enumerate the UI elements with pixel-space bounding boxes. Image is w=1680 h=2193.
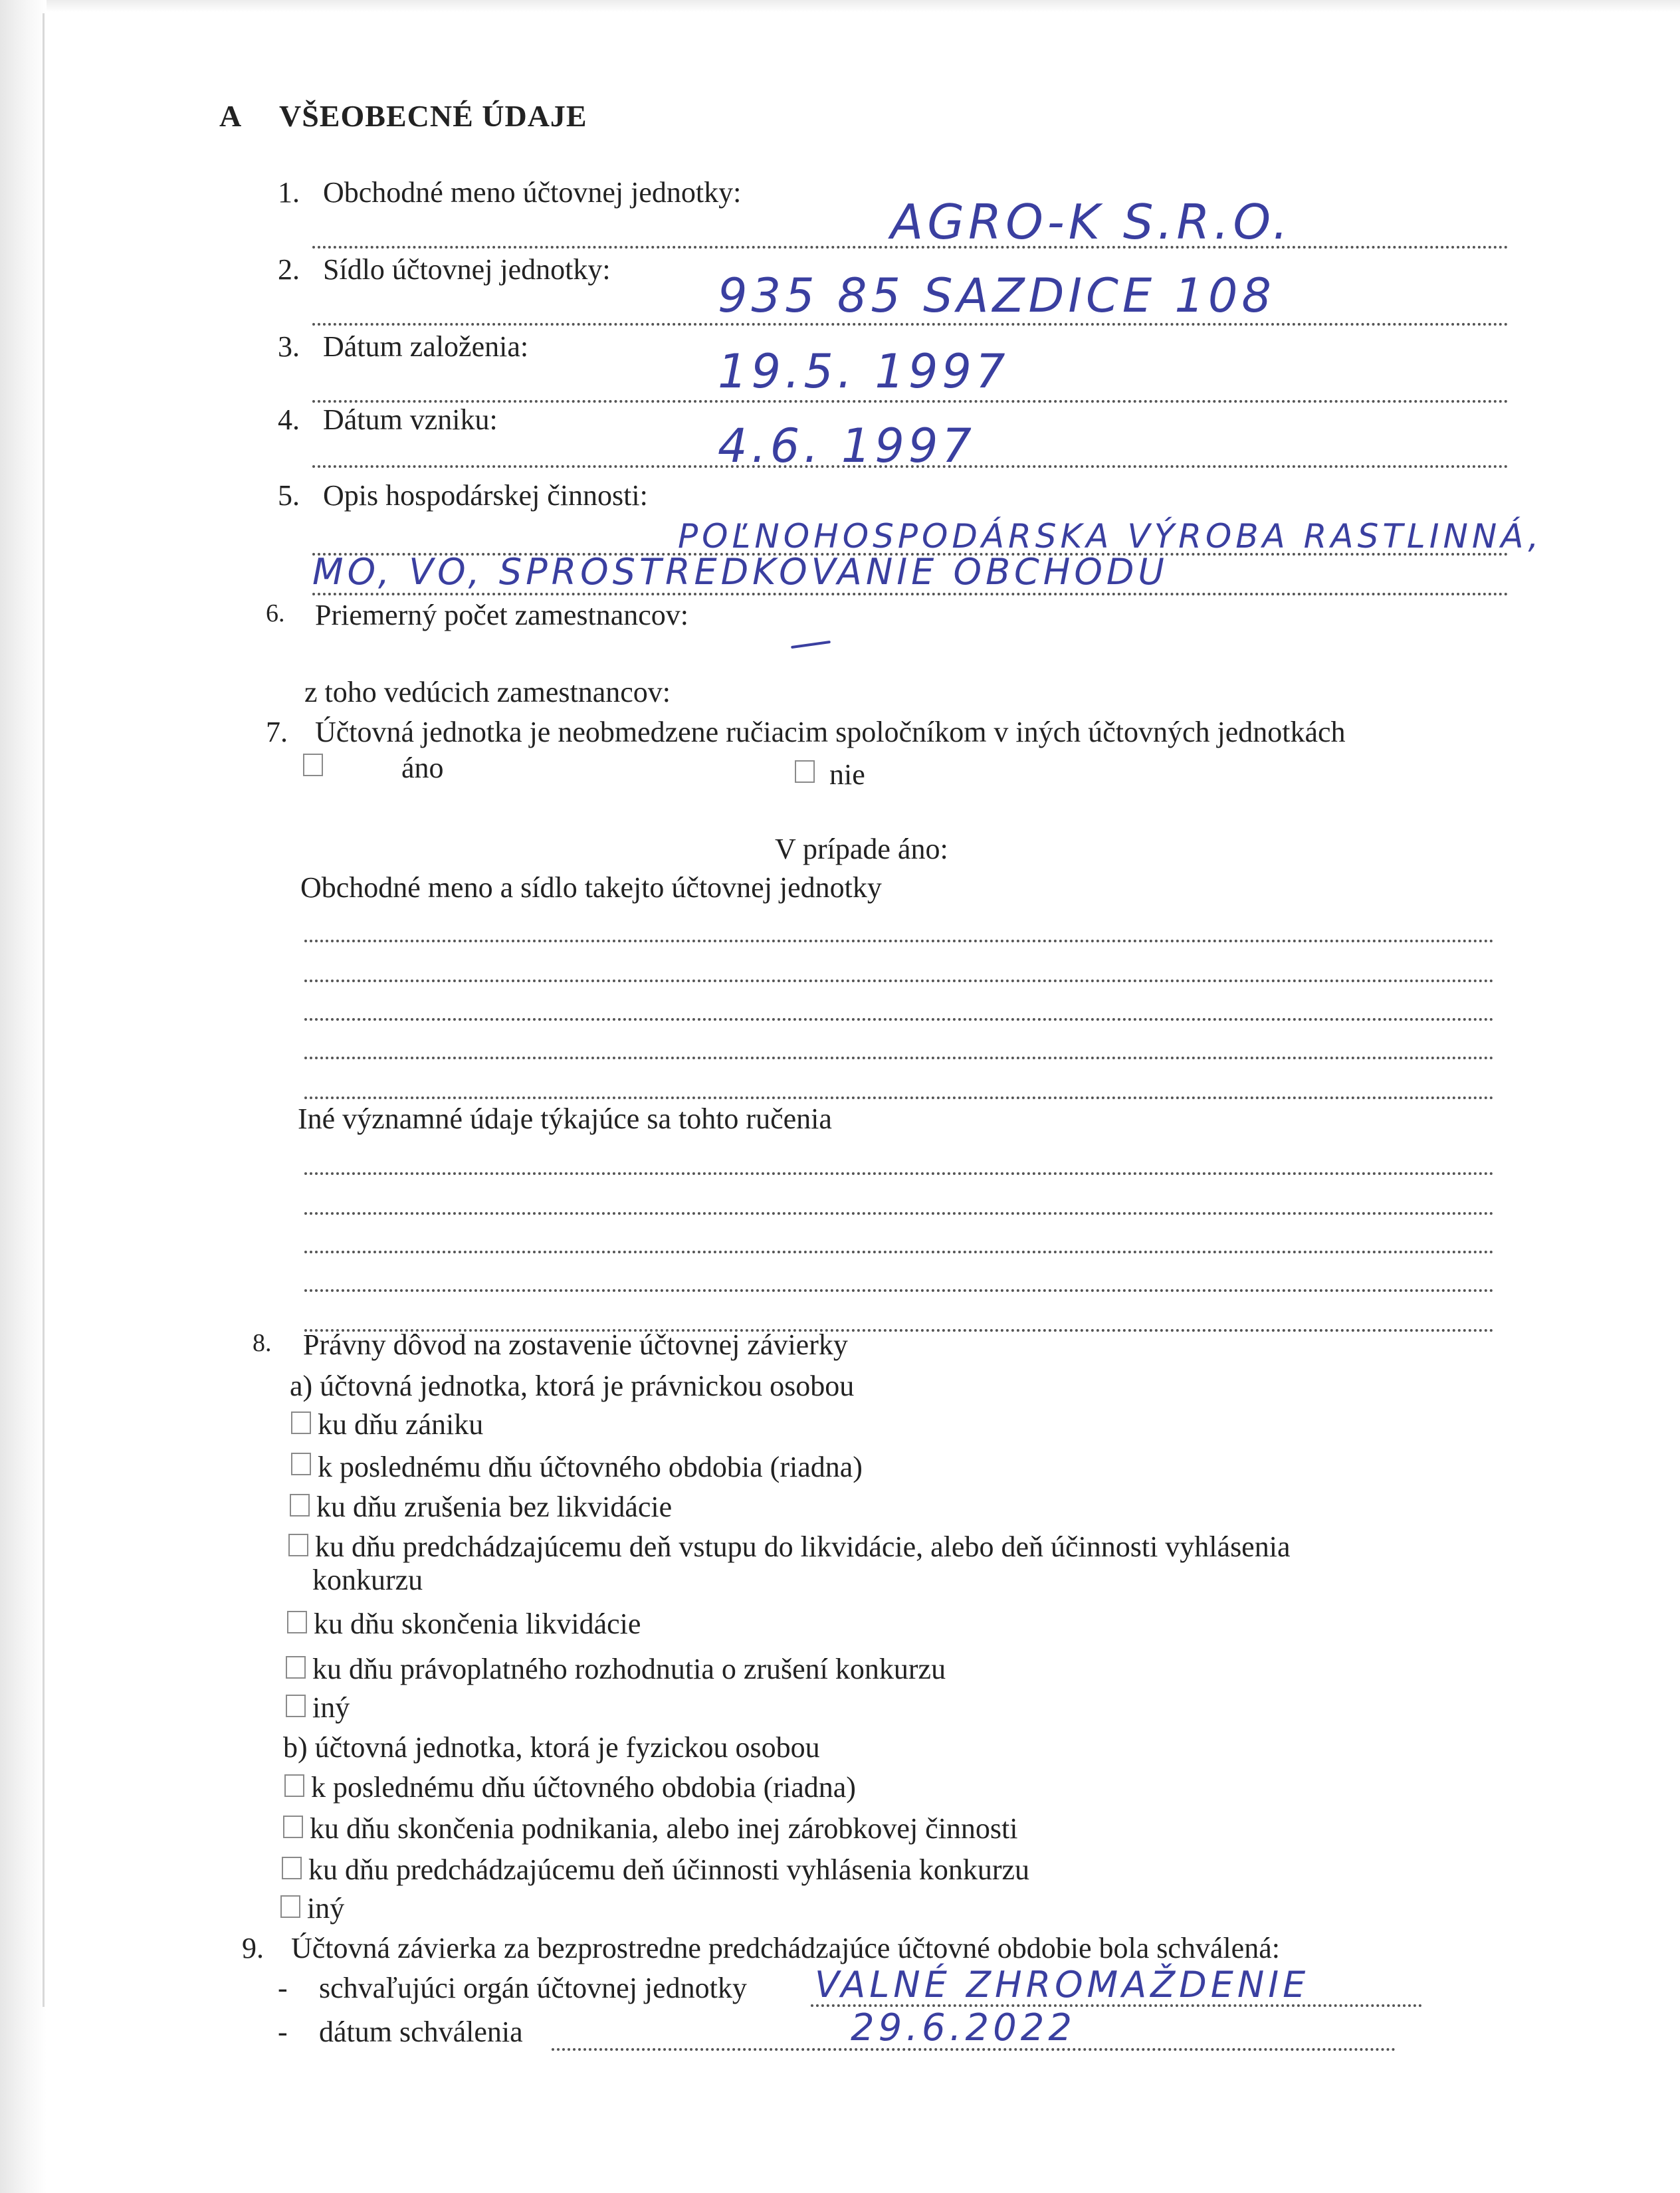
q9-date-label: dátum schválenia	[319, 2016, 523, 2048]
q7-other-line-4	[304, 1289, 1494, 1292]
field-3-line	[312, 400, 1509, 403]
q7-other-line-1	[304, 1172, 1494, 1175]
field-4-value: 4.6. 1997	[718, 419, 976, 473]
q7-other-label: Iné významné údaje týkajúce sa tohto ručenia	[298, 1102, 832, 1135]
field-5-label: Opis hospodárskej činnosti:	[323, 479, 648, 512]
employees-dash-mark	[791, 641, 831, 649]
q8-b-option-2-label: ku dňu skončenia podnikania, alebo inej zárobkovej činnosti	[310, 1812, 1018, 1845]
q8-a-option-4-checkbox[interactable]	[288, 1534, 308, 1556]
q8-b-option-1-label: k poslednému dňu účtovného obdobia (riadna)	[311, 1771, 856, 1804]
q8-a-label: a) účtovná jednotka, ktorá je právnickou osobou	[290, 1370, 855, 1402]
q8-a-option-7-checkbox[interactable]	[286, 1695, 306, 1717]
q9-organ-value: VALNÉ ZHROMAŽDENIE	[815, 1964, 1310, 2006]
q9-number: 9.	[242, 1932, 264, 1964]
field-1-value: AGRO-K S.R.O.	[891, 194, 1292, 250]
field-4-label: Dátum vzniku:	[323, 403, 498, 436]
q8-a-option-6-label: ku dňu právoplatného rozhodnutia o zrušení konkurzu	[312, 1653, 946, 1685]
q7-if-yes: V prípade áno:	[775, 833, 948, 865]
employees-sub-label: z toho vedúcich zamestnancov:	[304, 676, 671, 708]
field-1-line	[312, 246, 1509, 249]
field-2-line	[312, 323, 1509, 326]
scan-top-shadow	[0, 0, 1680, 12]
q8-a-option-2-label: k poslednému dňu účtovného obdobia (riadna)	[318, 1451, 863, 1483]
q7-label: Účtovná jednotka je neobmedzene ručiacim spoločníkom v iných účtovných jednotkách	[315, 716, 1346, 748]
q8-a-option-3-label: ku dňu zrušenia bez likvidácie	[316, 1491, 673, 1523]
field-4-line	[312, 465, 1509, 468]
q7-other-line-3	[304, 1251, 1494, 1253]
q8-b-option-4-checkbox[interactable]	[280, 1895, 300, 1918]
field-3-value: 19.5. 1997	[718, 344, 1009, 399]
q9-organ-bullet: -	[278, 1972, 288, 2004]
q8-a-option-2-checkbox[interactable]	[291, 1453, 311, 1475]
field-1-number: 1.	[278, 176, 300, 209]
q8-a-option-5-checkbox[interactable]	[287, 1611, 307, 1633]
q9-date-value: 29.6.2022	[851, 2006, 1077, 2049]
field-2-value: 935 85 SAZDICE 108	[718, 268, 1275, 323]
q7-yes-checkbox[interactable]	[303, 754, 323, 776]
field-2-number: 2.	[278, 253, 300, 286]
field-5-value-line2: MO, VO, SPROSTREDKOVANIE OBCHODU	[312, 551, 1168, 593]
field-5-value-line1: POĽNOHOSPODÁRSKA VÝROBA RASTLINNÁ,	[678, 517, 1543, 556]
q8-a-option-3-checkbox[interactable]	[290, 1494, 310, 1516]
q7-name-line-3	[304, 1018, 1494, 1021]
q7-name-line-4	[304, 1057, 1494, 1059]
q9-date-bullet: -	[278, 2016, 288, 2048]
q8-b-label: b) účtovná jednotka, ktorá je fyzickou osobou	[283, 1731, 820, 1764]
field-1-label: Obchodné meno účtovnej jednotky:	[323, 176, 742, 209]
q7-name-label: Obchodné meno a sídlo takejto účtovnej jednotky	[300, 871, 882, 904]
q7-number: 7.	[266, 716, 288, 748]
q7-name-line-5	[304, 1096, 1494, 1099]
q8-b-option-4-label: iný	[307, 1892, 345, 1925]
employees-label: Priemerný počet zamestnancov:	[315, 599, 689, 631]
field-4-number: 4.	[278, 403, 300, 436]
scan-left-edge	[0, 0, 47, 2193]
q8-b-option-2-checkbox[interactable]	[283, 1816, 303, 1838]
field-3-label: Dátum založenia:	[323, 330, 529, 363]
q8-a-option-4-continuation: konkurzu	[312, 1564, 423, 1596]
employees-number: 6.	[266, 599, 285, 627]
field-5-number: 5.	[278, 479, 300, 512]
q8-a-option-1-checkbox[interactable]	[291, 1411, 311, 1434]
q8-a-option-5-label: ku dňu skončenia likvidácie	[314, 1608, 641, 1640]
q7-no-label: nie	[829, 758, 865, 791]
section-title: VŠEOBECNÉ ÚDAJE	[279, 99, 587, 133]
section-letter: A	[219, 99, 243, 133]
q8-a-option-6-checkbox[interactable]	[286, 1656, 306, 1679]
q8-a-option-7-label: iný	[312, 1691, 350, 1724]
q7-name-line-1	[304, 940, 1494, 942]
q8-b-option-3-label: ku dňu predchádzajúcemu deň účinnosti vyhlásenia konkurzu	[308, 1853, 1030, 1886]
q8-number: 8.	[253, 1329, 272, 1357]
q7-yes-label: áno	[401, 752, 444, 784]
field-3-number: 3.	[278, 330, 300, 363]
q8-a-option-1-label: ku dňu zániku	[318, 1408, 484, 1441]
field-5-line-2	[312, 593, 1509, 595]
q7-name-line-2	[304, 980, 1494, 982]
q9-organ-label: schvaľujúci orgán účtovnej jednotky	[319, 1972, 747, 2004]
q7-other-line-2	[304, 1212, 1494, 1215]
q8-b-option-1-checkbox[interactable]	[284, 1774, 304, 1797]
scan-binding-line	[43, 13, 45, 2007]
q8-label: Právny dôvod na zostavenie účtovnej závierky	[303, 1328, 848, 1361]
q9-label: Účtovná závierka za bezprostredne predchádzajúce účtovné obdobie bola schválená:	[291, 1932, 1280, 1964]
q7-no-checkbox[interactable]	[795, 760, 815, 783]
q8-b-option-3-checkbox[interactable]	[282, 1857, 302, 1879]
field-2-label: Sídlo účtovnej jednotky:	[323, 253, 611, 286]
q8-a-option-4-label: ku dňu predchádzajúcemu deň vstupu do likvidácie, alebo deň účinnosti vyhlásenia	[315, 1530, 1291, 1563]
